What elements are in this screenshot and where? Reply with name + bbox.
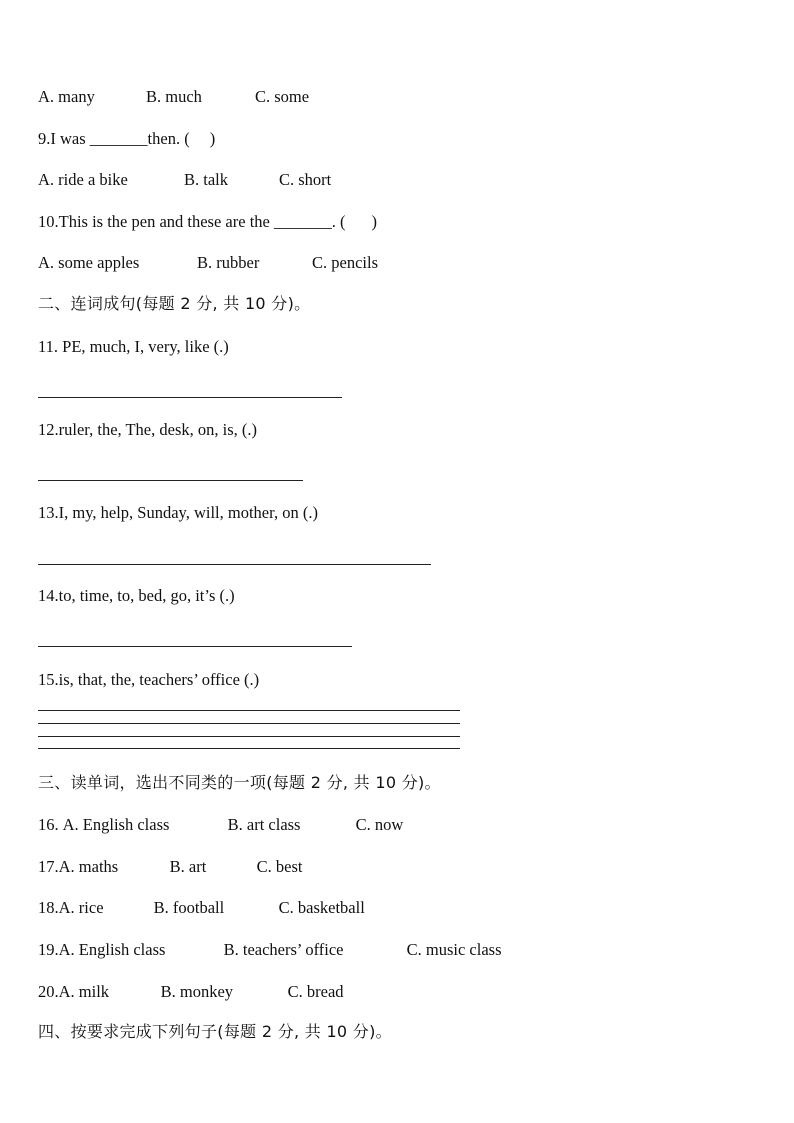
q13-prompt: 13.I, my, help, Sunday, will, mother, on (.)	[38, 503, 318, 522]
q8-option-a[interactable]: A. many	[38, 87, 95, 106]
q10-blank[interactable]: _______	[273, 212, 332, 231]
q10-suffix: . (	[331, 212, 346, 231]
q15-answer-line-1[interactable]	[38, 710, 460, 711]
q11-answer-line[interactable]	[38, 397, 342, 398]
q20-option-b[interactable]: B. monkey	[160, 982, 234, 1001]
q17-option-c[interactable]: C. best	[256, 857, 303, 876]
q18-option-b[interactable]: B. football	[153, 898, 225, 917]
q20-row	[38, 982, 344, 1002]
q15-answer-line-2[interactable]	[38, 723, 460, 724]
q8-option-c[interactable]: C. some	[255, 87, 310, 106]
q14-prompt: 14.to, time, to, bed, go, it’s (.)	[38, 586, 235, 605]
q18-option-a[interactable]: A. rice	[58, 898, 104, 917]
q16-number: 16.	[38, 815, 59, 834]
q16-option-b[interactable]: B. art class	[227, 815, 301, 834]
q16-row	[38, 815, 403, 835]
q8-options	[38, 87, 309, 107]
q9-prefix: 9.I was	[38, 129, 86, 148]
q13-answer-line[interactable]	[38, 564, 431, 565]
q10-option-a[interactable]: A. some apples	[38, 253, 140, 272]
q9-option-c[interactable]: C. short	[279, 170, 332, 189]
q19-option-c[interactable]: C. music class	[406, 940, 502, 959]
q14-answer-line[interactable]	[38, 646, 352, 647]
q16-option-a[interactable]: A. English class	[62, 815, 170, 834]
q8-option-b[interactable]: B. much	[146, 87, 202, 106]
q10-option-b[interactable]: B. rubber	[197, 253, 260, 272]
q17-option-b[interactable]: B. art	[169, 857, 207, 876]
q9-suffix: then. (	[147, 129, 190, 148]
q10-prefix: 10.This is the pen and these are the	[38, 212, 270, 231]
q20-option-a[interactable]: A. milk	[58, 982, 110, 1001]
q18-option-c[interactable]: C. basketball	[278, 898, 365, 917]
q19-row	[38, 940, 502, 960]
q17-row	[38, 857, 302, 877]
q18-row	[38, 898, 365, 918]
q10-paren-close: )	[371, 212, 377, 231]
section-4-title: 四、按要求完成下列句子(每题 2 分, 共 10 分)。	[38, 1022, 392, 1041]
q18-number: 18.	[38, 898, 59, 917]
q9-blank[interactable]: _______	[89, 129, 148, 148]
q20-number: 20.	[38, 982, 59, 1001]
q10-option-c[interactable]: C. pencils	[312, 253, 378, 272]
q15-answer-line-3[interactable]	[38, 736, 460, 737]
q20-option-c[interactable]: C. bread	[287, 982, 344, 1001]
q9-option-a[interactable]: A. ride a bike	[38, 170, 128, 189]
q12-prompt: 12.ruler, the, The, desk, on, is, (.)	[38, 420, 257, 439]
q16-option-c[interactable]: C. now	[355, 815, 404, 834]
q9-paren-close: )	[209, 129, 216, 148]
section-2-title: 二、连词成句(每题 2 分, 共 10 分)。	[38, 294, 311, 313]
section-3-title: 三、读单词，选出不同类的一项(每题 2 分, 共 10 分)。	[38, 773, 441, 792]
q9-question	[38, 129, 215, 149]
q17-option-a[interactable]: A. maths	[58, 857, 119, 876]
q17-number: 17.	[38, 857, 59, 876]
q10-options	[38, 253, 378, 273]
q9-option-b[interactable]: B. talk	[184, 170, 228, 189]
q19-option-b[interactable]: B. teachers’ office	[223, 940, 344, 959]
q19-option-a[interactable]: A. English class	[58, 940, 166, 959]
q19-number: 19.	[38, 940, 59, 959]
q10-question	[38, 212, 377, 232]
q15-prompt: 15.is, that, the, teachers’ office (.)	[38, 670, 260, 689]
q11-prompt: 11. PE, much, I, very, like (.)	[38, 337, 229, 356]
q15-answer-line-4[interactable]	[38, 748, 460, 749]
q12-answer-line[interactable]	[38, 480, 303, 481]
q9-options	[38, 170, 331, 190]
